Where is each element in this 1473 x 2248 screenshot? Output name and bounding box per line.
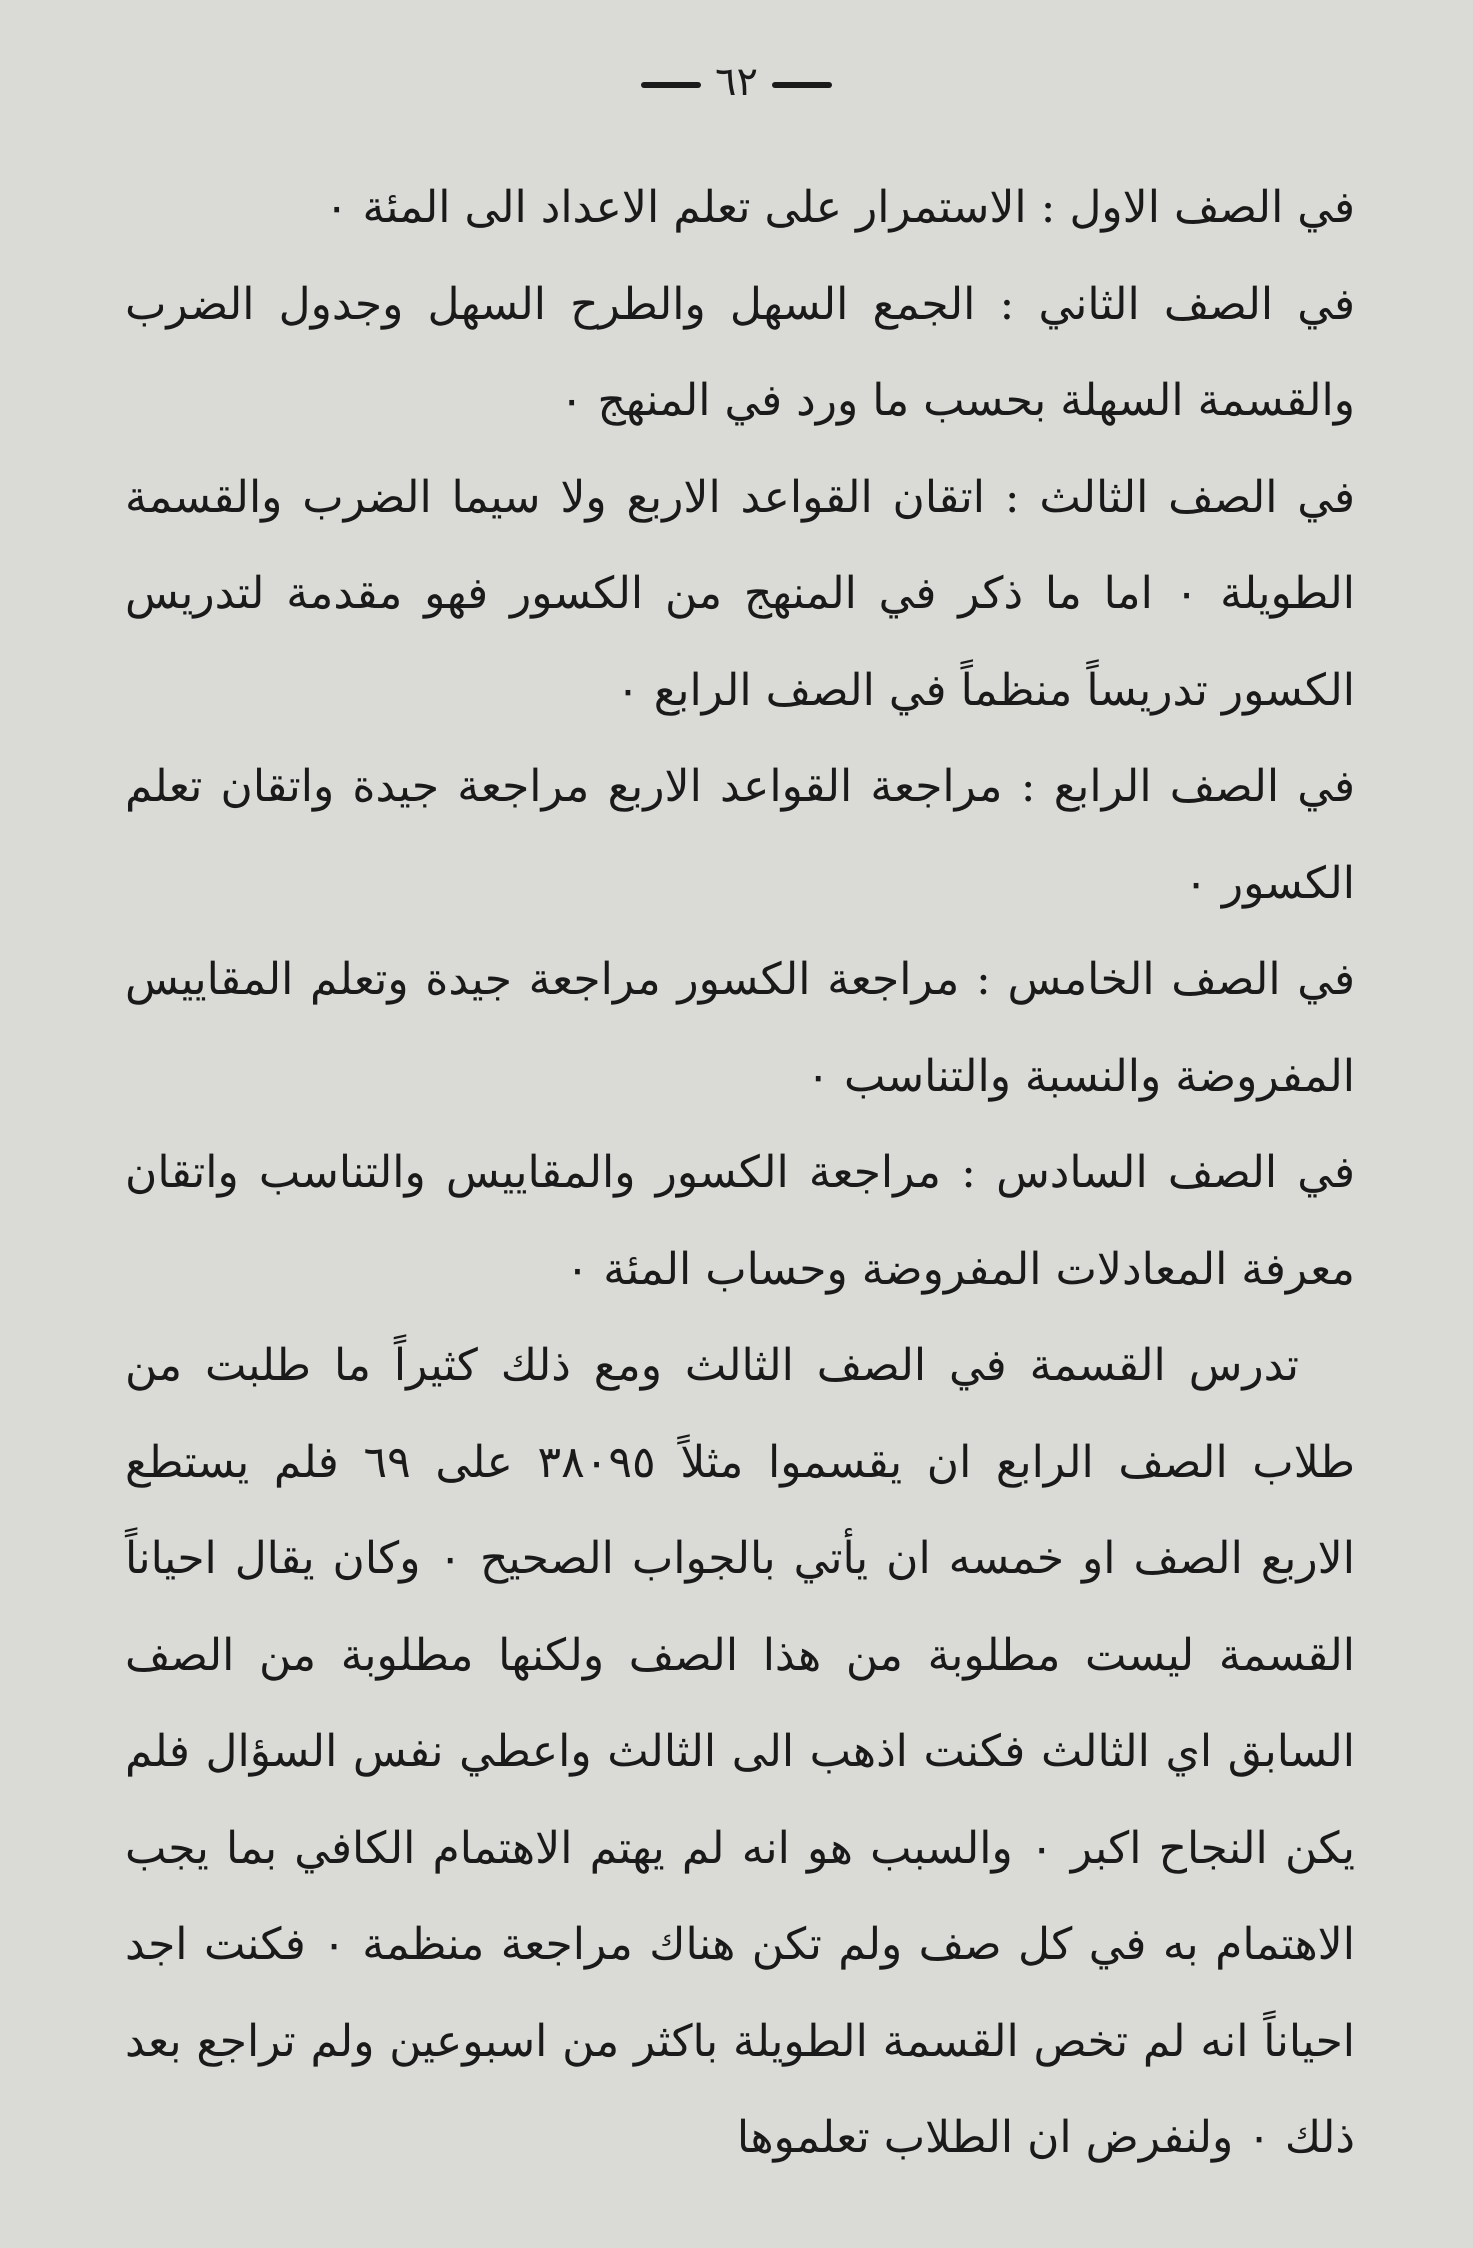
paragraph-grade-2: في الصف الثاني : الجمع السهل والطرح السهل وجدول الضرب والقسمة السهلة بحسب ما ورد في المنهج ٠ (125, 278, 1355, 426)
paragraph-division-discussion: تدرس القسمة في الصف الثالث ومع ذلك كثيراً ما طلبت من طلاب الصف الرابع ان يقسموا مثلاً ٣٨٠٩٥ على ٦٩ فلم يستطع الاربع الصف او خمسه ان يأتي بالجواب الصحيح ٠ وكان يقال احياناً القسمة ليست مطلوبة من هذا الصف ولكنها مطلوبة من الصف السابق اي الثالث فكنت اذهب الى الثالث واعطي نفس السؤال فلم يكن النجاح اكبر ٠ والسبب هو انه لم يهتم الاهتمام الكافي بما يجب الاهتمام به في كل صف ولم تكن هناك مراجعة منظمة ٠ فكنت اجد احياناً انه لم تخص القسمة الطويلة باكثر من اسبوعين ولم تراجع بعد ذلك ٠ ولنفرض ان الطلاب تعلموها (125, 1340, 1356, 2163)
paragraph-grade-5: في الصف الخامس : مراجعة الكسور مراجعة جيدة وتعلم المقاييس المفروضة والنسبة والتناسب ٠ (125, 954, 1355, 1102)
paragraph-grade-1: في الصف الاول : الاستمرار على تعلم الاعداد الى المئة ٠ (324, 182, 1355, 233)
dash-right (772, 82, 832, 88)
paragraph-grade-3: في الصف الثالث : اتقان القواعد الاربع ولا سيما الضرب والقسمة الطويلة ٠ اما ما ذكر في المنهج من الكسور فهو مقدمة لتدريس الكسور تدريساً منظماً في الصف الرابع ٠ (125, 471, 1356, 716)
dash-left (641, 82, 701, 88)
page-body (125, 160, 1355, 2187)
page-number-text: ٦٢ (715, 59, 758, 105)
page-number (0, 52, 1473, 112)
paragraph-grade-4: في الصف الرابع : مراجعة القواعد الاربع مراجعة جيدة واتقان تعلم الكسور ٠ (125, 761, 1355, 909)
paragraph-grade-6: في الصف السادس : مراجعة الكسور والمقاييس والتناسب واتقان معرفة المعادلات المفروضة وحساب المئة ٠ (125, 1147, 1355, 1295)
